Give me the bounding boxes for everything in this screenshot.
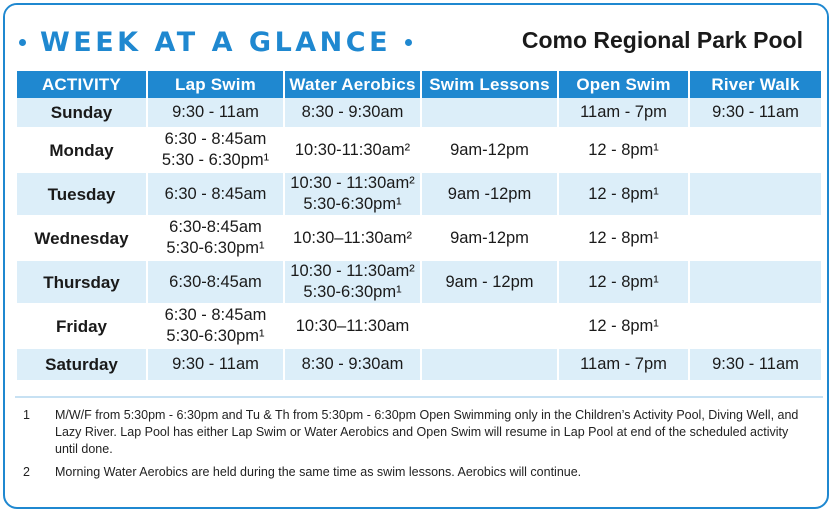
time-cell [422,217,557,261]
time-line: 6:30 - 8:45am [164,130,267,148]
time-cell [690,349,821,382]
footnote [23,464,813,481]
day-cell: Friday [17,305,146,349]
time-line: 10:30–11:30am² [293,228,412,247]
time-cell [285,305,420,349]
time-line: 10:30–11:30am [295,316,410,335]
column-header: River Walk [690,71,821,98]
page-title [19,25,412,59]
time-line: 8:30 - 9:30am [301,355,404,373]
time-line: 6:30-8:45am [169,218,262,236]
time-cell [559,217,688,261]
day-cell: Saturday [17,349,146,382]
time-line: 5:30-6:30pm¹ [166,327,265,345]
time-cell [285,129,420,173]
day-cell: Sunday [17,98,146,129]
time-cell [148,98,283,129]
time-cell [690,261,821,305]
time-cell [285,173,420,217]
time-cell [559,261,688,305]
column-header: Swim Lessons [422,71,557,98]
time-line: 9:30 - 11am [712,103,799,121]
time-cell [422,173,557,217]
table-header-row [17,71,821,98]
time-line: 9am-12pm [450,140,529,159]
time-cell [559,349,688,382]
time-cell [559,98,688,129]
day-cell: Thursday [17,261,146,305]
time-line: 6:30 - 8:45am [164,184,267,203]
footnote [23,407,813,458]
time-cell [690,305,821,349]
time-cell [148,261,283,305]
table-row [17,305,821,349]
park-name: Como Regional Park Pool [521,27,803,53]
time-line: 10:30-11:30am² [294,140,411,159]
time-cell [148,129,283,173]
time-line: 8:30 - 9:30am [301,103,404,121]
footnotes [23,407,813,487]
time-cell [148,217,283,261]
bullet-icon [405,39,412,46]
table-body [17,98,821,382]
time-line: 12 - 8pm¹ [588,316,659,335]
table-row [17,261,821,305]
column-header: Open Swim [559,71,688,98]
time-line: 12 - 8pm¹ [588,184,659,203]
time-line: 6:30-8:45am [169,272,262,291]
time-line: 5:30-6:30pm¹ [303,283,402,301]
time-cell [422,305,557,349]
time-cell [285,261,420,305]
header [5,5,827,69]
time-line: 9am - 12pm [445,272,534,291]
time-line: 10:30 - 11:30am² [290,262,415,280]
table-row [17,129,821,173]
schedule-table [15,71,823,382]
time-line: 9am -12pm [447,184,532,203]
day-cell: Tuesday [17,173,146,217]
footnote-number: 1 [23,408,30,422]
time-cell [422,261,557,305]
time-cell [559,173,688,217]
time-cell [148,305,283,349]
schedule-card [3,3,829,509]
time-cell [690,173,821,217]
time-line: 9:30 - 11am [712,355,799,373]
time-line: 6:30 - 8:45am [164,306,267,324]
bullet-icon [19,39,26,46]
time-cell [559,129,688,173]
time-line: 11am - 7pm [580,103,667,121]
time-cell [285,349,420,382]
footnote-number: 2 [23,465,30,479]
time-cell [422,349,557,382]
time-cell [285,217,420,261]
column-header: Water Aerobics [285,71,420,98]
table-row [17,217,821,261]
footnote-text: M/W/F from 5:30pm - 6:30pm and Tu & Th from 5:30pm - 6:30pm Open Swimming only in the Children’s Activity Pool, Diving Well, and Lazy River. Lap Pool has either Lap Swim or Water Aerobics and Open Swim will resume in Lap Pool at end of the scheduled activity until done. [55,408,799,456]
time-line: 12 - 8pm¹ [588,228,659,247]
time-line: 5:30 - 6:30pm¹ [161,151,270,169]
table-row [17,98,821,129]
time-cell [690,217,821,261]
time-cell [690,129,821,173]
divider [15,396,823,398]
time-line: 9:30 - 11am [172,103,259,121]
column-header: ACTIVITY [17,71,146,98]
time-cell [690,98,821,129]
title-text: WEEK AT A GLANCE [40,26,392,58]
time-line: 10:30 - 11:30am² [290,174,415,192]
time-cell [148,349,283,382]
time-line: 12 - 8pm¹ [588,272,659,291]
day-cell: Wednesday [17,217,146,261]
time-cell [559,305,688,349]
time-cell [148,173,283,217]
footnote-text: Morning Water Aerobics are held during the same time as swim lessons. Aerobics will continue. [55,465,582,479]
time-line: 9:30 - 11am [172,355,259,373]
time-cell [422,129,557,173]
time-cell [422,98,557,129]
table-row [17,173,821,217]
time-line: 12 - 8pm¹ [588,140,659,159]
day-cell: Monday [17,129,146,173]
time-cell [285,98,420,129]
time-line: 5:30-6:30pm¹ [303,195,402,213]
table-row [17,349,821,382]
time-line: 5:30-6:30pm¹ [166,239,265,257]
time-line: 9am-12pm [450,228,529,247]
time-line: 11am - 7pm [580,355,667,373]
column-header: Lap Swim [148,71,283,98]
